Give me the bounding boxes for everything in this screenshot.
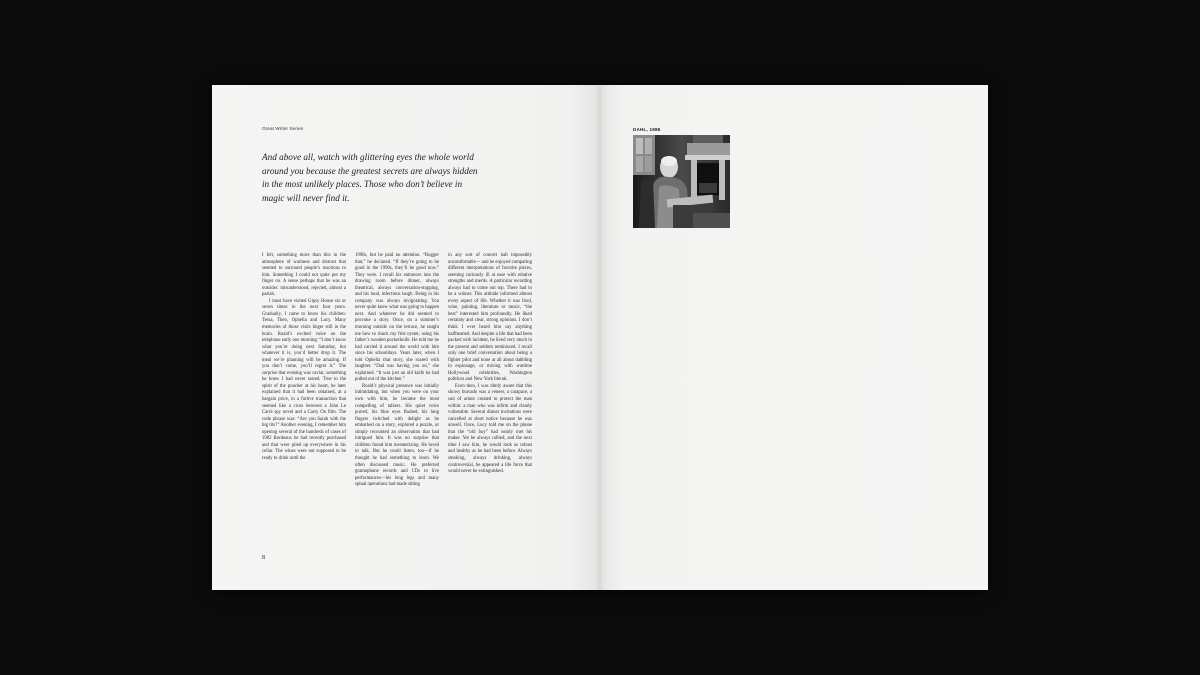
page-fold-shadow bbox=[595, 85, 607, 590]
page-number: 8 bbox=[262, 555, 265, 561]
series-label: Great Writer Series bbox=[262, 126, 304, 131]
paragraph: Even then, I was dimly aware that this showy bravado was a veneer, a carapace, a suit of armor created to protect the man within: a man who was infirm and clearly vulnerable. Several dinner invitations were cancelled at short notice because he was unwell. Once, Lucy told me on the phone that the “old boy” had nearly met his maker. Yet he always rallied, and the next time I saw him, he would look as robust and healthy as he had been before. Always smoking, always drinking, always controversial, he appeared a life force that would never be extinguished. bbox=[448, 383, 532, 475]
paragraph: 1990s, but he paid no attention. “Bugger that,” he declared. “If they’re going to be good in the 1990s, they’ll be good now.” They were. I recall his entrances into the drawing room before dinner, always theatrical, always conversation-stopping, and his loud, infectious laugh. Being in his company was always invigorating. You never quite knew what was going to happen next. And whatever he did seemed to provoke a story. Once, on a summer’s morning outside on the terrace, he taught me how to shuck my first oyster, using his father’s wooden pocketknife. He told me he had carried it around the world with him since his schooldays. Years later, when I told Ophelia that story, she roared with laughter. “Dad was having you on,” she explained. “It was just an old knife he had pulled out of the kitchen.” bbox=[355, 253, 439, 383]
paragraph: I felt, something more than this in the atmosphere of wariness and distrust that seemed to surround people’s reactions to him. Something I could not quite put my finger on. A sense perhaps that he was an outsider: misunderstood, rejected, almost a pariah. bbox=[262, 253, 346, 298]
magazine-spread bbox=[212, 85, 988, 590]
text-column-2 bbox=[355, 253, 439, 489]
paragraph: Roald’s physical presence was initially intimidating, but when you were on your own with him, he became the most compelling of talkers. His quiet voice purred, his blue eyes flashed, his long fingers twitched with delight as he embarked on a story, explored a puzzle, or simply recounted an observation that had intrigued him. It was no surprise that children found him mesmerizing. He loved to talk. But he could listen, too—if he thought he had something to learn. We often discussed music. He preferred gramophone records and CDs to live performances—his long legs and many spinal operations had made sitting bbox=[355, 383, 439, 488]
paragraph: I must have visited Gipsy House six or seven times in the next four years. Gradually, I came to know his children: Tessa, Theo, Ophelia and Lucy. Many memories of those visits linger still in the brain. Roald’s excited voice on the telephone early one morning: “I don’t know what you’re doing next Saturday, but whatever it is, you’d better drop it. The meal we’re planning will be amazing. If you don’t come, you’ll regret it.” The surprise that evening was caviar, something he knew I had never tasted. True to the spirit of the poacher at his heart, he later explained that it had been obtained, at a bargain price, in a furtive transaction that seemed like a cross between a John Le Carré spy novel and a Carry On film. The code phrase was: “Are you Sarah with the big tits?” Another evening, I remember him opening several of the hundreds of cases of 1982 Bordeaux he had recently purchased and that were piled up everywhere in his cellar. The wines were not supposed to be ready to drink until the bbox=[262, 298, 346, 461]
photo-caption: DAHL, 1986 bbox=[633, 127, 661, 132]
paragraph: in any sort of concert hall impossibly uncomfortable— and he enjoyed comparing different interpretations of favorite pieces, seeming curiously ill at ease with relative strengths and merits. A particular recording always had to come out top. There had to be a winner. This attitude informed almost every aspect of life. Whether it was food, wine, painting, literature or music, “the best” interested him profoundly. He liked certainty and clear, strong opinions. I don’t think I ever heard him say anything halfhearted. And despite a life that had been packed with incident, he lived very much in the present and seldom reminisced. I recall only one brief conversation about being a fighter pilot and none at all about dabbling in espionage, or mixing with wartime Hollywood celebrities, Washington politicos and New York literati. bbox=[448, 253, 532, 383]
portrait-photo-icon bbox=[633, 135, 730, 228]
text-column-1 bbox=[262, 253, 346, 463]
text-column-3 bbox=[448, 253, 532, 476]
left-page bbox=[212, 85, 600, 590]
pull-quote: And above all, watch with glittering eyes the whole world around you because the greatest secrets are always hidden in the most unlikely places. Those who don’t believe in magic will never find it. bbox=[262, 152, 478, 203]
